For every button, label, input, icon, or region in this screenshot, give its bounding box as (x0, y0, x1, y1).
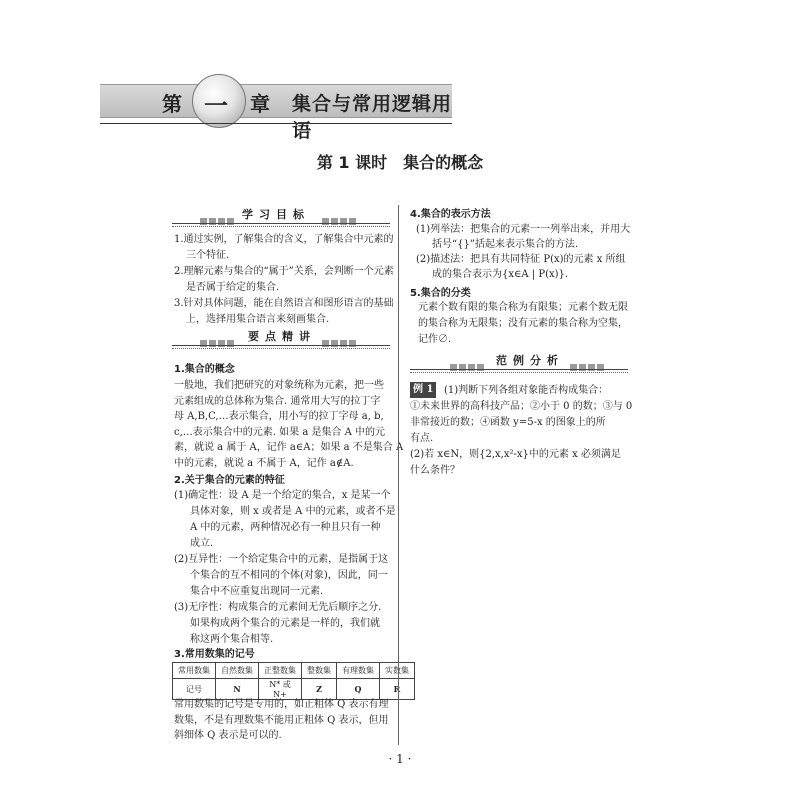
text-line: 如果构成两个集合的元素是一样的，我们就 (190, 618, 380, 629)
text-line: (1)判断下列各组对象能否构成集合： (444, 385, 609, 396)
text-line: 称这两个集合相等. (190, 634, 274, 645)
learning-goals-banner (172, 206, 390, 228)
learning-goals-title: 学习目标 (242, 208, 310, 221)
banner-squares-right (322, 332, 358, 340)
page-number: · 1 · (388, 752, 412, 766)
text-line: A 中的元素，两种情况必有一种且只有一种 (190, 522, 381, 533)
text-line: ①未来世界的高科技产品；②小于 0 的数；③与 0 (410, 401, 633, 412)
table-cell: 整数集 (302, 663, 337, 679)
text-line: 常用数集的记号是专用的，如正粗体 Q 表示有理 (174, 699, 389, 710)
text-line: 个集合的互不相同的个体(对象)，因此，同一 (190, 570, 388, 581)
chapter-di: 第 (162, 92, 182, 116)
table-cell: R (380, 679, 415, 700)
example-badge: 例 1 (410, 382, 436, 398)
text-line: 记作∅. (418, 334, 452, 345)
chapter-number: 一 (204, 91, 228, 120)
banner-rule (172, 223, 390, 224)
text-line: 括号“{}”括起来表示集合的方法. (432, 239, 579, 250)
text-line: 具体对象，则 x 或者是 A 中的元素，或者不是 (190, 506, 396, 517)
text-line: (1)列举法：把集合的元素一一列举出来，并用大 (416, 224, 631, 235)
text-line: 母 A,B,C,…表示集合，用小写的拉丁字母 a, b, (174, 411, 384, 422)
text-line: 什么条件？ (410, 465, 460, 476)
chapter-title: 集合与常用逻辑用语 (292, 93, 453, 142)
example-label (410, 382, 436, 398)
text-line: (2)若 x∈N，则{2,x,x²-x}中的元素 x 必须满足 (410, 449, 621, 460)
example-banner-title: 范例分析 (496, 354, 564, 367)
text-line: 元素组成的总体称为集合. 通常用大写的拉丁字 (174, 395, 381, 407)
column-divider (398, 205, 399, 745)
banner-squares-right (570, 356, 606, 364)
goal-line: 1.通过实例，了解集合的含义，了解集合中元素的 (174, 234, 394, 245)
banner-squares-left (200, 332, 236, 340)
table-cell: Z (302, 679, 337, 700)
text-line: (1)确定性：设 A 是一个给定的集合，x 是某一个 (174, 490, 391, 501)
key-points-title: 要点精讲 (248, 330, 316, 343)
goal-line: 3.针对具体问题，能在自然语言和图形语言的基础 (174, 298, 394, 309)
text-line: 集合中不应重复出现同一元素. (190, 586, 324, 597)
banner-squares-right (322, 210, 358, 218)
banner-rule-dotted (172, 348, 390, 349)
goal-line: 三个特征. (186, 250, 230, 261)
banner-rule (410, 369, 628, 370)
goal-line: 2.理解元素与集合的“属于”关系，会判断一个元素 (174, 266, 394, 277)
table-cell: N* 或 N+ (259, 679, 302, 700)
banner-rule-dotted (410, 372, 628, 373)
text-line: 一般地，我们把研究的对象统称为元素，把一些 (174, 380, 384, 391)
text-line: 非常接近的数；④函数 y=5-x 的图象上的所 (410, 417, 606, 428)
text-line: 斜细体 Q 表示是可以的. (174, 730, 282, 741)
text-line: (2)互异性：一个给定集合中的元素，是指属于这 (174, 554, 389, 565)
text-line: 成的集合表示为{x∈A | P(x)}. (432, 269, 569, 280)
key-points-banner (172, 328, 390, 350)
example-banner (410, 352, 628, 374)
text-line: 成立. (190, 538, 214, 549)
text-line: 素，就说 a 属于 A，记作 a∈A；如果 a 不是集合 A (174, 442, 404, 453)
table-cell: 记号 (173, 679, 216, 700)
chapter-zhang: 章 (250, 92, 270, 116)
section-1-heading: 1.集合的概念 (174, 364, 235, 375)
text-line: (3)无序性：构成集合的元素间无先后顺序之分. (174, 602, 382, 613)
section-5-heading: 5.集合的分类 (410, 288, 471, 299)
banner-squares-left (200, 210, 236, 218)
number-sets-table (172, 662, 415, 700)
banner-squares-left (450, 356, 486, 364)
text-line: 有点. (410, 433, 434, 444)
table-cell: N (216, 679, 259, 700)
table-cell: Q (337, 679, 380, 700)
section-3-heading: 3.常用数集的记号 (174, 649, 255, 660)
goal-line: 上，选择用集合语言来刻画集合. (186, 314, 330, 325)
text-line: 元素个数有限的集合称为有限集；元素个数无限 (418, 302, 628, 313)
chapter-underline (100, 123, 452, 124)
lesson-title: 第 1 课时 集合的概念 (316, 153, 484, 172)
text-line: c,…表示集合中的元素. 如果 a 是集合 A 中的元 (174, 426, 386, 438)
table-cell: 实数集 (380, 663, 415, 679)
section-4-heading: 4.集合的表示方法 (410, 209, 491, 220)
text-line: 中的元素，就说 a 不属于 A，记作 a∉A. (174, 457, 354, 469)
section-2-heading: 2.关于集合的元素的特征 (174, 475, 285, 486)
text-line: 的集合称为无限集；没有元素的集合称为空集， (418, 318, 628, 329)
table-header-row (173, 663, 415, 679)
table-cell: 常用数集 (173, 663, 216, 679)
banner-rule (172, 345, 390, 346)
table-cell: 正整数集 (259, 663, 302, 679)
text-line: (2)描述法：把具有共同特征 P(x)的元素 x 所组 (416, 254, 626, 265)
table-cell: 有理数集 (337, 663, 380, 679)
banner-rule-dotted (172, 226, 390, 227)
goal-line: 是否属于给定的集合. (186, 282, 280, 293)
text-line: 数集，不是有理数集不能用正粗体 Q 表示，但用 (174, 714, 389, 726)
chapter-header (100, 74, 460, 142)
table-cell: 自然数集 (216, 663, 259, 679)
